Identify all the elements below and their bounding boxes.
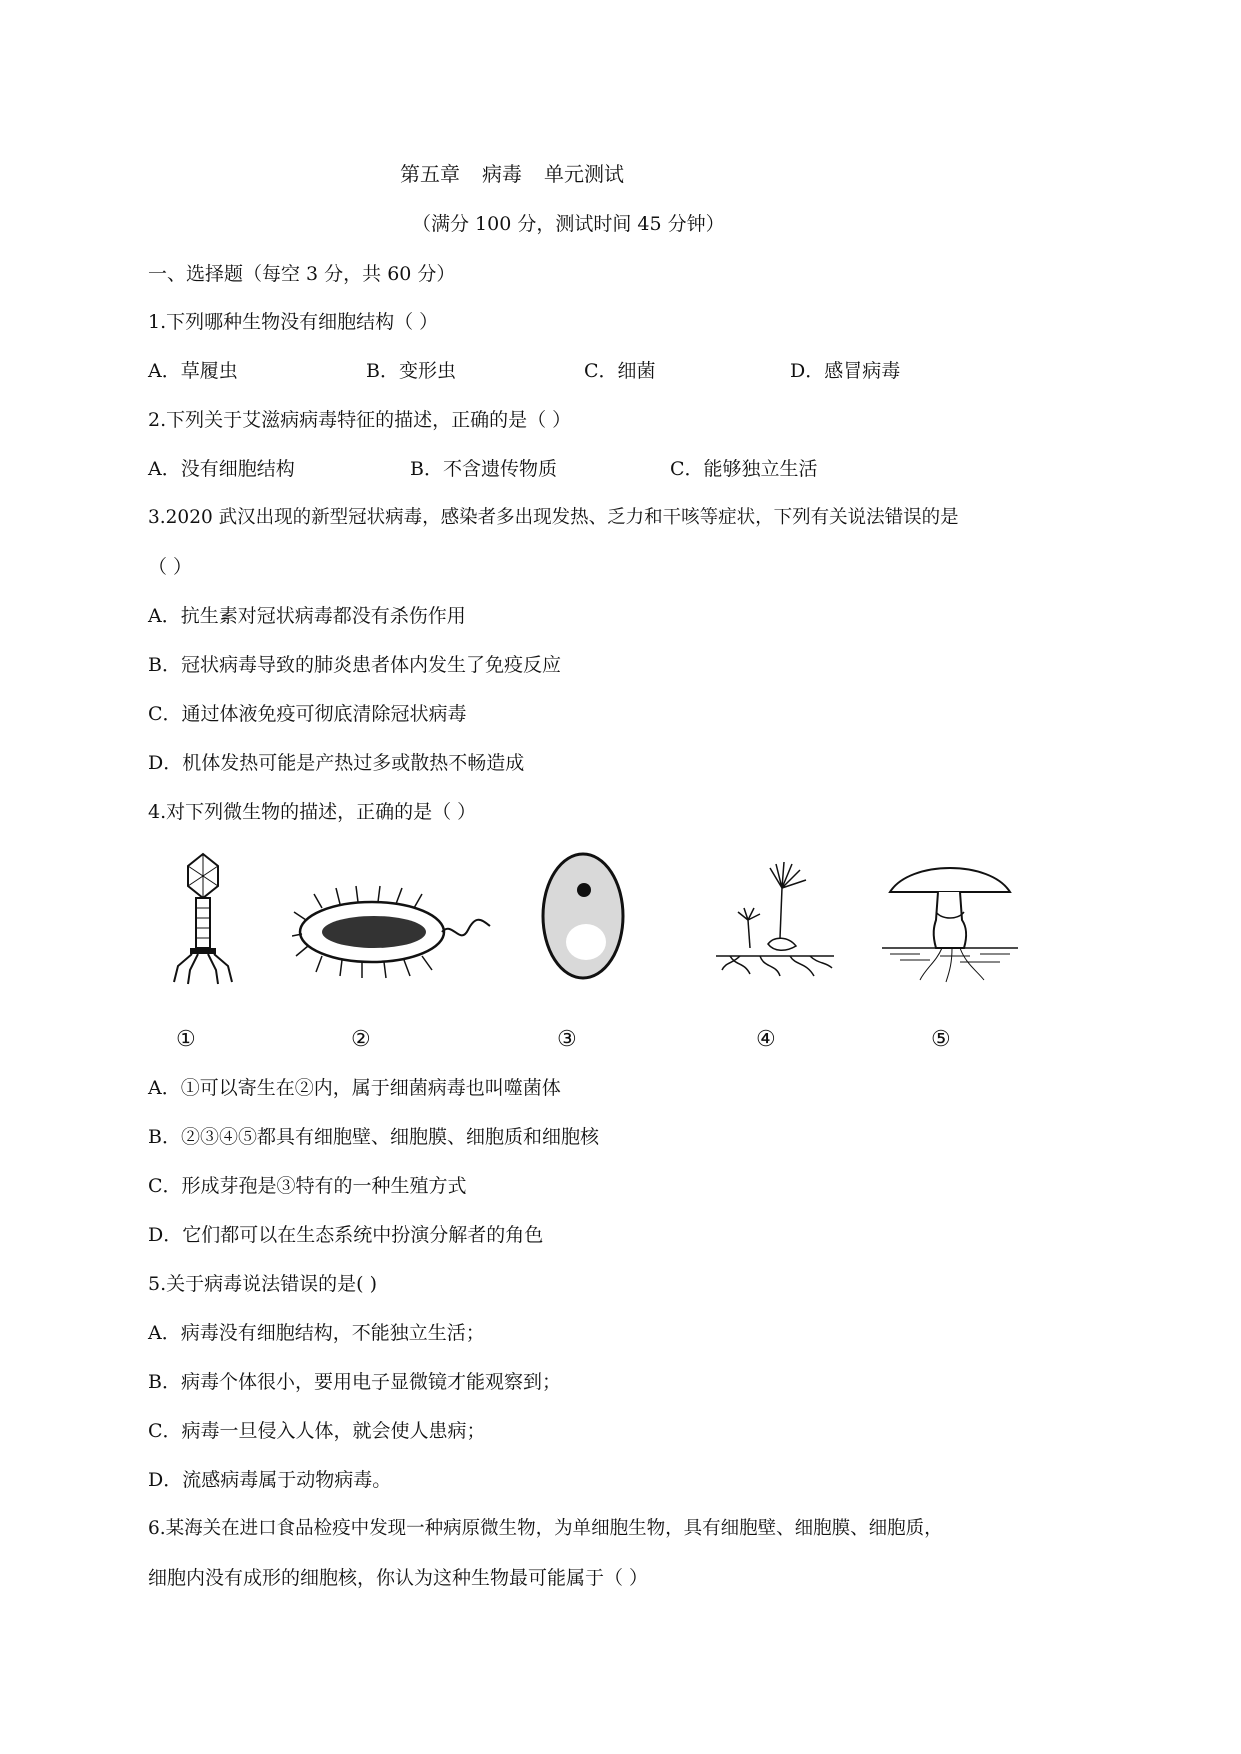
title-test: 单元测试 <box>544 162 624 186</box>
section-heading: 一、选择题（每空 3 分，共 60 分） <box>148 263 456 285</box>
question-6-stem-line1: 6.某海关在进口食品检疫中发现一种病原微生物，为单细胞生物，具有细胞壁、细胞膜、细胞质， <box>148 1518 943 1539</box>
question-1-stem: 1.下列哪种生物没有细胞结构（ ） <box>148 311 439 333</box>
question-4-option-c: C．形成芽孢是③特有的一种生殖方式 <box>148 1175 467 1197</box>
question-4-stem: 4.对下列微生物的描述，正确的是（ ） <box>148 801 477 823</box>
question-3-option-a: A．抗生素对冠状病毒都没有杀伤作用 <box>148 605 466 627</box>
question-5-option-b: B．病毒个体很小，要用电子显微镜才能观察到； <box>148 1371 561 1393</box>
option-d: D．感冒病毒 <box>790 360 901 382</box>
question-2-stem: 2.下列关于艾滋病病毒特征的描述，正确的是（ ） <box>148 409 572 431</box>
question-3-option-b: B．冠状病毒导致的肺炎患者体内发生了免疫反应 <box>148 654 561 676</box>
question-5-option-a: A．病毒没有细胞结构，不能独立生活； <box>148 1322 485 1344</box>
mold-icon <box>710 858 840 983</box>
page-title <box>400 162 646 186</box>
question-2-options <box>148 457 1048 481</box>
figure-label-1: ① <box>176 1027 196 1052</box>
figure-label-2: ② <box>351 1027 371 1052</box>
bacterium-icon <box>292 880 492 980</box>
question-5-option-c: C．病毒一旦侵入人体，就会使人患病； <box>148 1420 486 1442</box>
question-6-stem-line2: 细胞内没有成形的细胞核，你认为这种生物最可能属于（ ） <box>148 1567 649 1589</box>
figure-label-3: ③ <box>557 1027 577 1052</box>
option-b: B．不含遗传物质 <box>410 458 557 480</box>
option-a: A．草履虫 <box>148 360 238 382</box>
question-4-option-a: A．①可以寄生在②内，属于细菌病毒也叫噬菌体 <box>148 1077 561 1099</box>
title-chapter: 第五章 <box>400 162 460 186</box>
question-5-stem: 5.关于病毒说法错误的是( ) <box>148 1273 377 1295</box>
question-4-option-b: B．②③④⑤都具有细胞壁、细胞膜、细胞质和细胞核 <box>148 1126 599 1148</box>
question-3-option-d: D．机体发热可能是产热过多或散热不畅造成 <box>148 752 525 774</box>
option-c: C．能够独立生活 <box>670 458 818 480</box>
option-c: C．细菌 <box>584 360 656 382</box>
page-subtitle: （满分 100 分，测试时间 45 分钟） <box>412 213 725 235</box>
question-5-option-d: D．流感病毒属于动物病毒。 <box>148 1469 392 1491</box>
question-3-stem-line2: （ ） <box>148 556 193 578</box>
option-a: A．没有细胞结构 <box>148 458 295 480</box>
title-topic: 病毒 <box>482 162 522 186</box>
figure-label-4: ④ <box>756 1027 776 1052</box>
yeast-cell-icon <box>538 850 628 982</box>
option-b: B．变形虫 <box>366 360 456 382</box>
figure-label-5: ⑤ <box>931 1027 951 1052</box>
question-3-stem-line1: 3.2020 武汉出现的新型冠状病毒，感染者多出现发热、乏力和干咳等症状，下列有关说法错误的是 <box>148 507 959 528</box>
mushroom-icon <box>880 850 1020 985</box>
question-4-option-d: D．它们都可以在生态系统中扮演分解者的角色 <box>148 1224 544 1246</box>
question-3-option-c: C．通过体液免疫可彻底清除冠状病毒 <box>148 703 467 725</box>
question-1-options <box>148 359 1048 383</box>
bacteriophage-icon <box>168 850 238 990</box>
